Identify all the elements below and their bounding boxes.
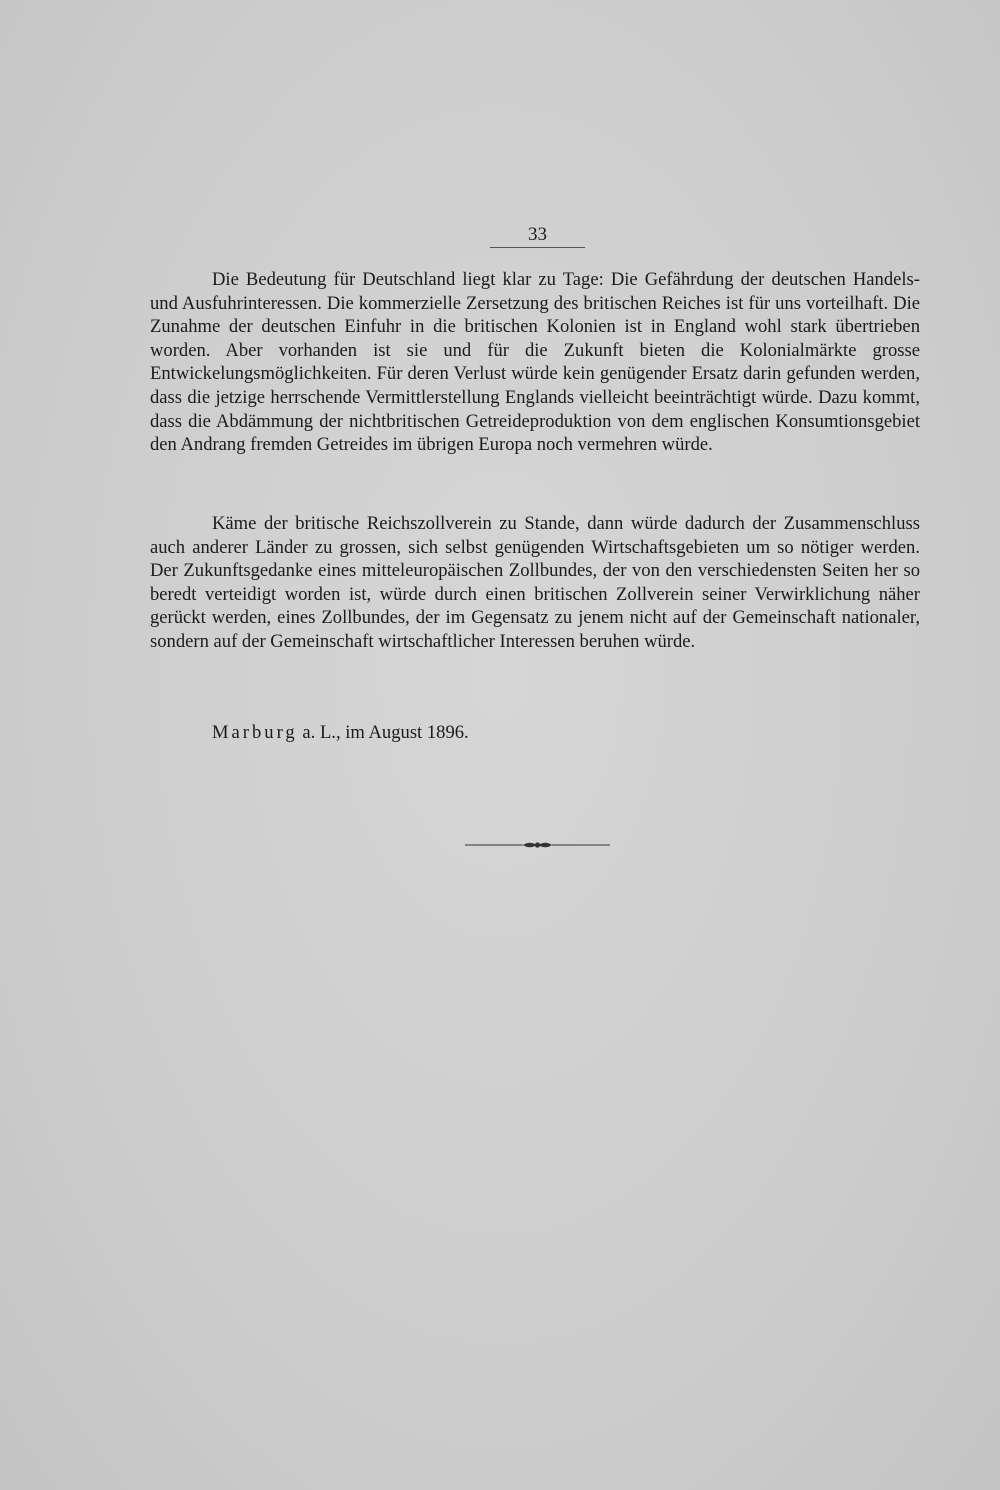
- signature-place: Marburg: [212, 722, 298, 743]
- ornament-icon: [465, 836, 610, 854]
- signature-date: a. L., im August 1896.: [302, 722, 469, 743]
- body-paragraph-2: [150, 512, 920, 654]
- page-number-rule: [490, 247, 585, 248]
- body-paragraph-1: [150, 268, 920, 457]
- paragraph-text: Käme der britische Reichszollverein zu Stande, dann würde dadurch der Zusammenschluss auch anderer Länder zu grossen, sich selbst genügenden Wirtschaftsgebieten um so nötiger werden. Der Zukunftsgedanke eines mitteleuropäischen Zollbundes, der von den verschiedensten Seiten her so beredt verteidigt worden ist, würde durch einen britischen Zollverein seiner Verwirklichung näher gerückt werden, eines Zollbundes, der im Gegensatz zu jenem nicht auf der Gemeinschaft nationaler, sondern auf der Gemeinschaft wirtschaftlicher Interessen beruhen würde.: [150, 513, 920, 652]
- place-date-line: [212, 721, 469, 744]
- paragraph-text: Die Bedeutung für Deutschland liegt klar zu Tage: Die Gefährdung der deutschen Handels- und Ausfuhrinteressen. Die kommerzielle Zersetzung des britischen Reiches ist für uns vorteilhaft. Die Zunahme der deutschen Einfuhr in die britischen Kolonien ist in England wohl stark übertrieben worden. Aber vorhanden ist sie und für die Zukunft bieten die Kolonialmärkte grosse Entwickelungsmöglichkeiten. Für deren Verlust würde kein genügender Ersatz darin gefunden werden, dass die jetzige herrschende Vermittlerstellung Englands vielleicht beeinträchtigt würde. Dazu kommt, dass die Abdämmung der nichtbritischen Getreideproduktion von dem englischen Konsumtionsgebiet den Andrang fremden Getreides im übrigen Europa noch vermehren würde.: [150, 269, 920, 456]
- page-number: 33: [528, 224, 547, 245]
